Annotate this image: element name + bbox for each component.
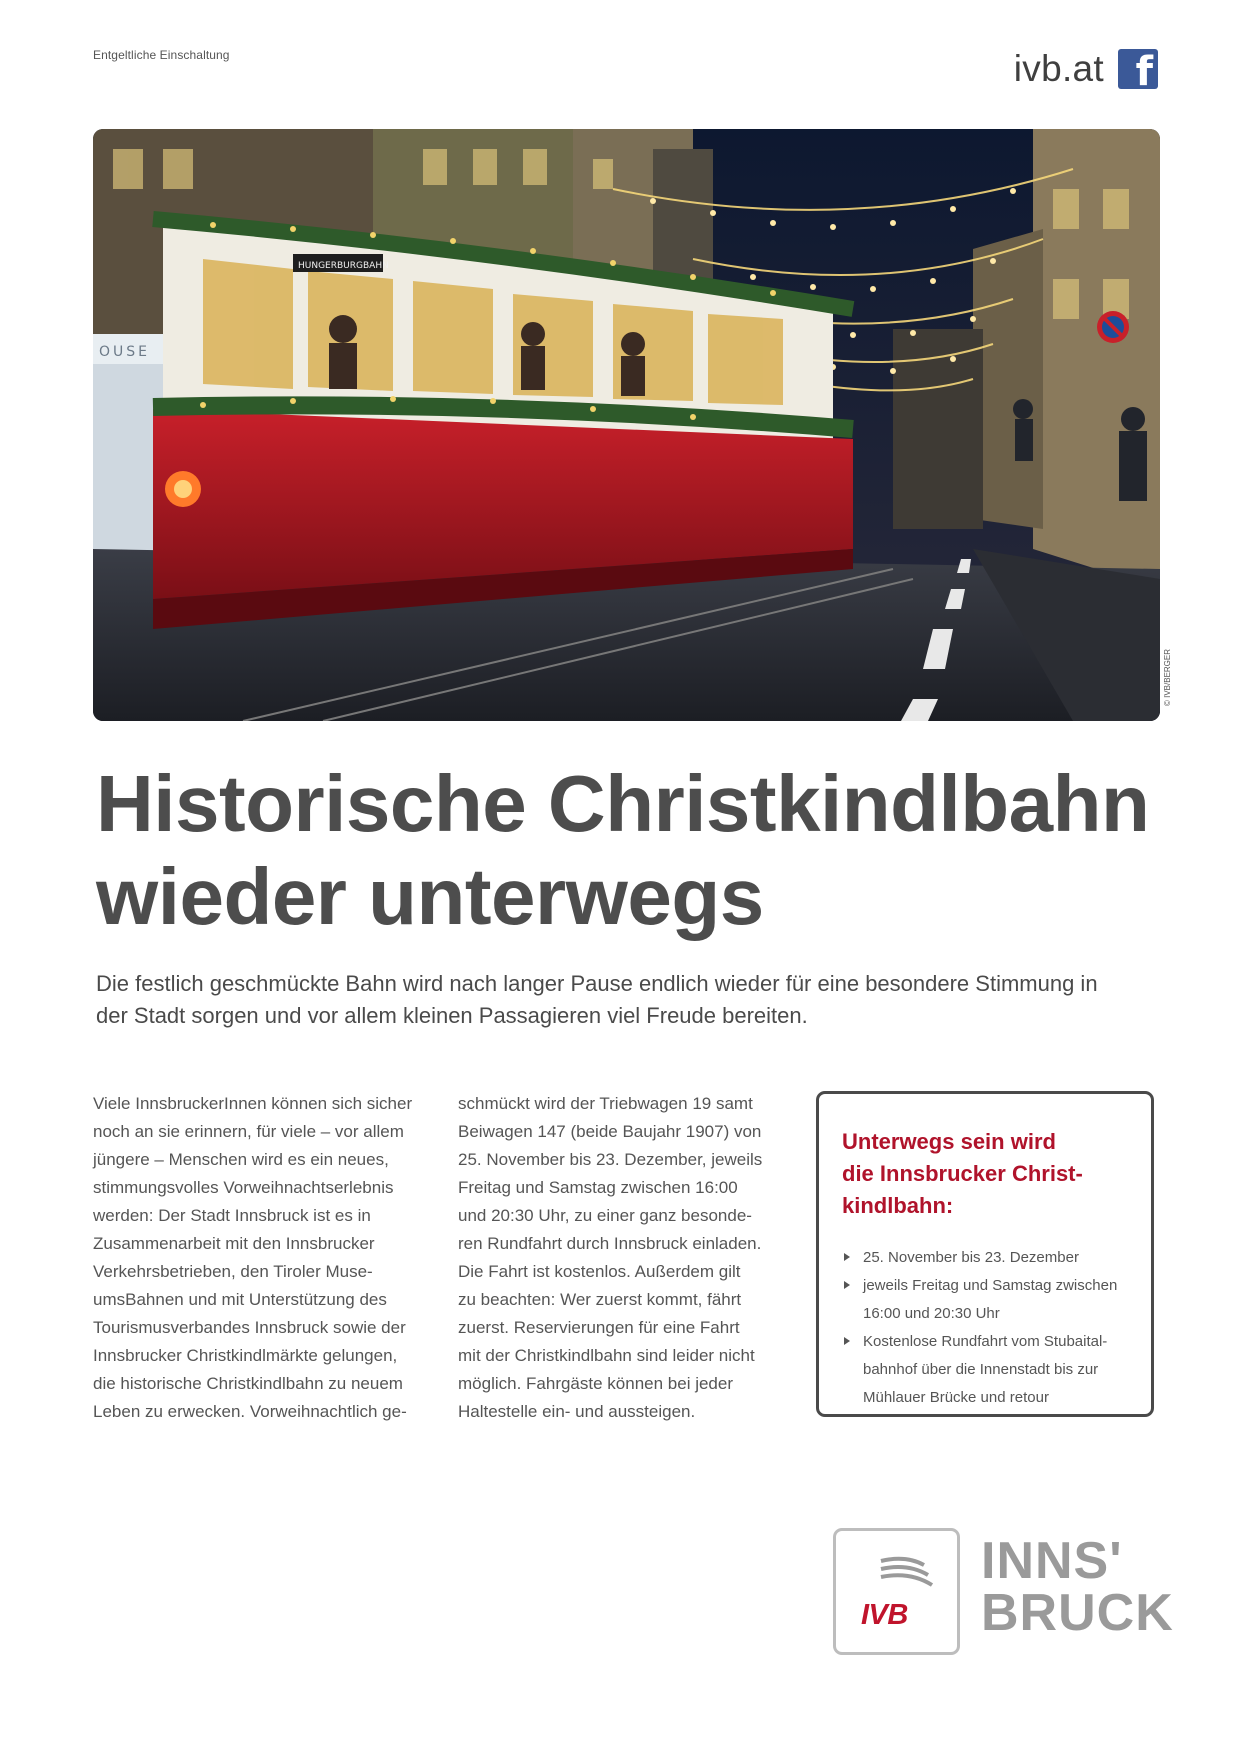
brand-header	[1014, 48, 1158, 90]
bullet-triangle-icon	[844, 1253, 850, 1261]
text-line: möglich. Fahrgäste können bei jeder	[458, 1374, 733, 1393]
info-list-item	[842, 1272, 1129, 1328]
bullet-triangle-icon	[844, 1337, 850, 1345]
text-line: umsBahnen und mit Unterstützung des	[93, 1290, 387, 1309]
svg-text:OUSE: OUSE	[99, 344, 150, 360]
text-line: schmückt wird der Triebwagen 19 samt	[458, 1094, 753, 1113]
text-line: Leben zu erwecken. Vorweihnachtlich ge-	[93, 1402, 407, 1421]
title-line: kindlbahn:	[842, 1193, 954, 1218]
text-line: Verkehrsbetrieben, den Tiroler Muse-	[93, 1262, 373, 1281]
text-line: 25. November bis 23. Dezember, jeweils	[458, 1150, 763, 1169]
title-line: Unterwegs sein wird	[842, 1129, 1056, 1154]
text-line: ren Rundfahrt durch Innsbruck einladen.	[458, 1234, 762, 1253]
item-line: bahnhof über die Innenstadt bis zur	[863, 1361, 1099, 1378]
photo-credit: © IVB/BERGER	[1163, 648, 1172, 706]
bullet-triangle-icon	[844, 1281, 850, 1289]
text-line: mit der Christkindlbahn sind leider nicht	[458, 1346, 755, 1365]
headline-line-2: wieder unterwegs	[96, 852, 764, 941]
info-list-item	[842, 1328, 1129, 1412]
info-box-title	[842, 1126, 1129, 1222]
text-line: jüngere – Menschen wird es ein neues,	[93, 1150, 389, 1169]
title-line: die Innsbrucker Christ-	[842, 1161, 1083, 1186]
text-line: Tourismusverbandes Innsbruck sowie der	[93, 1318, 406, 1337]
item-line: Mühlauer Brücke und retour	[863, 1389, 1049, 1406]
article-headline	[96, 757, 1149, 943]
text-line: werden: Der Stadt Innsbruck ist es in	[93, 1206, 371, 1225]
article-column-2	[458, 1090, 793, 1426]
ivb-logo-text: IVB	[861, 1599, 908, 1631]
info-list	[842, 1244, 1129, 1412]
headline-line-1: Historische Christkindlbahn	[96, 759, 1150, 848]
text-line: zuerst. Reservierungen für eine Fahrt	[458, 1318, 740, 1337]
text-line: Innsbrucker Christkindlmärkte gelungen,	[93, 1346, 398, 1365]
text-line: Beiwagen 147 (beide Baujahr 1907) von	[458, 1122, 762, 1141]
site-link[interactable]: ivb.at	[1013, 48, 1104, 89]
svg-text:HUNGERBURGBAHN: HUNGERBURGBAHN	[298, 261, 389, 271]
item-line: jeweils Freitag und Samstag zwischen	[863, 1277, 1118, 1294]
item-line: Kostenlose Rundfahrt vom Stubaital-	[863, 1333, 1108, 1350]
article-lead: Die festlich geschmückte Bahn wird nach langer Pause endlich wieder für eine besondere Stimmung in der Stadt sorgen und vor allem kleinen Passagieren viel Freude bereiten.	[96, 971, 1098, 1028]
text-line: Zusammenarbeit mit den Innsbrucker	[93, 1234, 375, 1253]
text-line: noch an sie erinnern, für viele – vor allem	[93, 1122, 404, 1141]
text-line: Viele InnsbruckerInnen können sich sicher	[93, 1094, 413, 1113]
text-line: Haltestelle ein- und aussteigen.	[458, 1402, 696, 1421]
schedule-info-box	[816, 1091, 1154, 1417]
text-line: zu beachten: Wer zuerst kommt, fährt	[458, 1290, 742, 1309]
info-list-item	[842, 1244, 1129, 1272]
christkindlbahn-photo	[93, 129, 1160, 721]
city-logo-line-1: INNS'	[981, 1532, 1123, 1590]
facebook-icon[interactable]: f	[1118, 49, 1158, 89]
text-line: die historische Christkindlbahn zu neuem	[93, 1374, 403, 1393]
text-line: Freitag und Samstag zwischen 16:00	[458, 1178, 738, 1197]
text-line: stimmungsvolles Vorweihnachtserlebnis	[93, 1178, 394, 1197]
article-column-1	[93, 1090, 428, 1426]
city-logo-line-2: BRUCK	[981, 1584, 1174, 1642]
ivb-logo	[833, 1528, 960, 1655]
innsbruck-logo	[981, 1532, 1174, 1642]
item-line: 25. November bis 23. Dezember	[863, 1249, 1079, 1266]
text-line: und 20:30 Uhr, zu einer ganz besonde-	[458, 1206, 752, 1225]
item-line: 16:00 und 20:30 Uhr	[863, 1305, 1000, 1322]
ivb-swoosh-icon	[836, 1531, 957, 1652]
advertisement-notice: Entgeltliche Einschaltung	[93, 48, 230, 62]
text-line: Die Fahrt ist kostenlos. Außerdem gilt	[458, 1262, 741, 1281]
